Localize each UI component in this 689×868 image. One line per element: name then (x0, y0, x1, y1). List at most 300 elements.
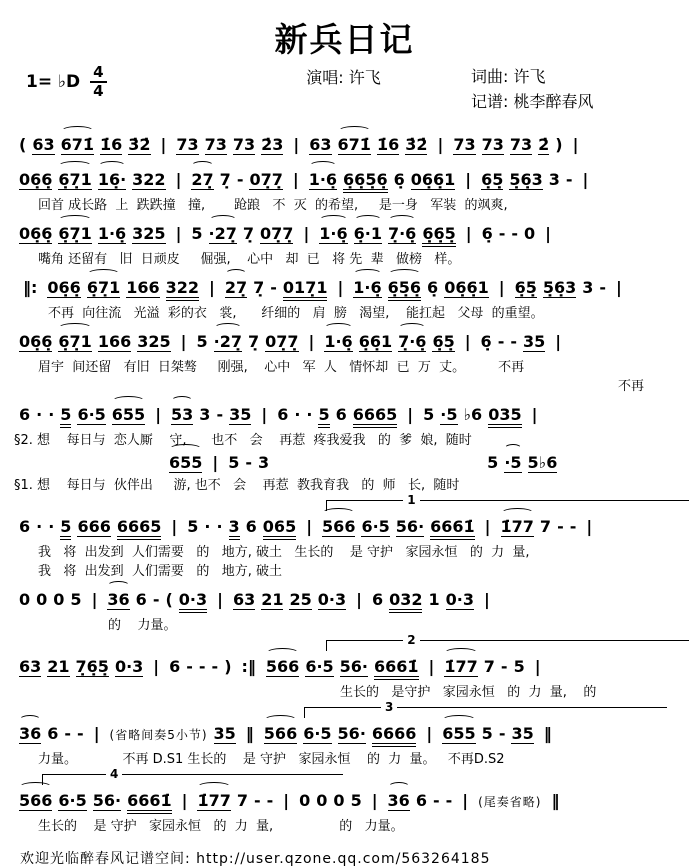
note-text: 6̣6̣5̣ (422, 223, 456, 243)
note-text: | (283, 790, 290, 810)
note-token (191, 224, 202, 243)
note-token (277, 405, 288, 424)
note-token (427, 278, 438, 297)
note-text: 06̣6̣ (47, 277, 81, 297)
note-text: 6 (335, 404, 347, 424)
lyric-line: 生长的 是 守护 家园永恒 的 力 量, 的 力量。 (38, 818, 404, 834)
notes-line (8, 164, 681, 196)
note-text: 6̣ (427, 277, 439, 297)
slur-arc (171, 396, 193, 406)
note-token (511, 224, 518, 243)
volta-number: 1 (403, 493, 419, 508)
note-text: 3 (228, 516, 240, 536)
note-text: 5 (191, 223, 203, 243)
note-text: 5♭6 (527, 452, 558, 472)
note-text: | (209, 277, 215, 297)
note-token (110, 726, 208, 745)
note-text: 3̇2̇ (405, 134, 428, 154)
note-text: - (198, 656, 206, 676)
note-text: 1̇6 (99, 134, 123, 154)
note-token (263, 517, 296, 540)
note-text: 0 (316, 790, 328, 810)
note-text: 6̣7̣1 (86, 277, 121, 297)
note-token (464, 405, 483, 424)
note-token (322, 517, 355, 537)
note-token (199, 657, 206, 676)
note-token (509, 170, 542, 190)
note-token (428, 590, 439, 609)
note-text: - (510, 331, 517, 351)
credits-block (471, 65, 681, 115)
note-token (220, 170, 231, 189)
slur-arc (19, 715, 41, 725)
note-text: 666 (77, 516, 111, 536)
slur-arc (319, 215, 347, 225)
note-token (510, 332, 517, 351)
note-token (64, 724, 71, 743)
note-text: 6·5 (303, 723, 332, 743)
barline (532, 405, 538, 424)
slur-arc (169, 444, 202, 454)
note-token (100, 135, 122, 155)
volta-row (8, 632, 681, 651)
barline (246, 724, 254, 743)
barline (499, 278, 505, 297)
note-text: | (437, 134, 444, 154)
note-text: 0 (53, 589, 65, 609)
note-text: | (356, 589, 362, 609)
note-text: | (180, 331, 187, 351)
note-token (283, 278, 328, 301)
note-token (453, 135, 475, 155)
note-text: | (93, 723, 100, 743)
notes-line (8, 511, 681, 543)
note-token (498, 332, 505, 351)
note-token (488, 405, 521, 428)
note-text: 1·6̣ (97, 223, 127, 243)
slur-arc (209, 215, 237, 225)
note-text: 322 (165, 277, 200, 297)
slur-arc (264, 715, 297, 725)
note-text: 1·6̣ (324, 331, 353, 351)
note-text: 7 (236, 790, 249, 810)
note-token (482, 724, 493, 743)
note-text: 6̣6̣5̣6̣ (343, 169, 388, 189)
note-text: | (545, 223, 551, 243)
note-text: ·27̣ (208, 223, 237, 243)
note-token (484, 657, 495, 676)
note-token (76, 657, 109, 677)
note-text: 6 (135, 589, 147, 609)
note-token (478, 793, 541, 812)
lyric-line: 我 将 出发到 人们需要 的 地方, 破土 生长的 是 守护 家园永恒 的 力 量, (38, 544, 530, 560)
note-text: | (426, 723, 433, 743)
slur-arc (214, 323, 242, 333)
note-token (77, 405, 105, 425)
time-top: 4 (90, 65, 106, 83)
barline (94, 724, 100, 743)
note-text: - (557, 516, 564, 536)
note-text: 0·3 (445, 589, 474, 609)
volta-number: 3 (381, 700, 397, 715)
volta-row (8, 699, 681, 718)
note-text: ‖: (23, 277, 38, 297)
note-token (499, 224, 506, 243)
note-text: 63 (232, 589, 256, 609)
note-text: 06̣6̣ (19, 331, 53, 351)
music-system (8, 218, 681, 269)
note-text: 5 (481, 723, 493, 743)
note-text: ) (224, 656, 232, 676)
note-token (309, 135, 331, 155)
slur-arc (353, 269, 381, 279)
note-text: ·27̣ (213, 331, 242, 351)
note-text: 56· (337, 723, 366, 743)
note-text: 6·5 (361, 516, 390, 536)
note-text: 3 (548, 169, 560, 189)
note-text: 1̇77 (500, 516, 534, 536)
note-token (225, 278, 247, 298)
note-token (261, 135, 283, 155)
note-text: 035 (488, 404, 522, 424)
note-token (196, 332, 207, 351)
note-text: 56· (339, 656, 368, 676)
note-text: 655 (442, 723, 476, 743)
note-token (209, 224, 237, 244)
note-token (411, 170, 456, 190)
note-token (36, 405, 42, 424)
time-signature (90, 65, 106, 99)
note-token (229, 405, 251, 425)
barline (551, 791, 559, 810)
note-text: ( (19, 134, 27, 154)
note-text: - (498, 223, 506, 243)
note-text: - (270, 277, 277, 297)
note-text: 7̣ (247, 331, 260, 351)
barline (181, 332, 187, 351)
note-text: 6·5 (58, 790, 87, 810)
note-text: 35 (213, 723, 236, 743)
note-text: - (236, 169, 244, 189)
barline (372, 791, 378, 810)
note-text: 566 (19, 790, 53, 810)
note-token (245, 453, 252, 472)
note-text: - (432, 790, 440, 810)
note-text: 6̣6̣1 (358, 331, 393, 351)
note-token (126, 278, 159, 298)
note-text: 322 (132, 169, 166, 189)
note-text: 6·5 (77, 404, 106, 424)
note-token (36, 517, 42, 536)
music-system (8, 632, 681, 702)
note-text: 36 (387, 790, 410, 810)
note-token (169, 657, 180, 676)
note-text: | (293, 134, 300, 154)
note-token (557, 517, 564, 536)
note-text: | (498, 277, 505, 297)
note-text: 5 (350, 790, 362, 810)
note-token (19, 224, 52, 244)
barline (212, 453, 218, 472)
note-text: | (586, 516, 593, 536)
note-text: 73 (232, 134, 256, 154)
note-token (60, 517, 71, 540)
note-token (359, 332, 392, 352)
note-text: 6̣7̣1 (58, 223, 92, 243)
note-token (214, 332, 242, 352)
note-token (432, 332, 454, 352)
note-text: · (48, 516, 55, 536)
slur-arc (266, 648, 299, 658)
slur-arc (354, 215, 382, 225)
note-text: (省略间奏5小节) (109, 727, 208, 742)
note-text: | (572, 134, 579, 154)
note-token (528, 453, 558, 473)
slur-arc (324, 323, 352, 333)
note-text: 06̣6̣1 (410, 169, 456, 189)
note-text: 35 (522, 331, 546, 351)
note-text: 73 (204, 134, 227, 154)
slur-arc (191, 161, 213, 171)
note-text: 6 (19, 516, 31, 536)
note-text: 1·6̣ (319, 223, 348, 243)
note-text: 7 (483, 656, 495, 676)
note-token (19, 590, 30, 609)
barline (426, 724, 432, 743)
note-text: | (534, 656, 541, 676)
note-token (501, 657, 508, 676)
slur-arc (87, 269, 120, 279)
note-token (136, 590, 147, 609)
music-system (8, 272, 681, 323)
note-token (423, 405, 434, 424)
note-text: ‖ (543, 723, 552, 743)
note-text: · (294, 404, 301, 424)
note-text: 5 (196, 331, 208, 351)
note-text: 166 (97, 331, 132, 351)
note-token (289, 590, 311, 610)
barline (155, 405, 161, 424)
note-token (47, 657, 69, 677)
note-text: | (261, 404, 268, 424)
notation-credit: 记谱: 桃李醉春风 (471, 91, 594, 111)
key-signature (8, 65, 216, 99)
note-text: 0 (36, 589, 48, 609)
note-token (515, 278, 537, 298)
volta-row (8, 766, 681, 785)
barline (616, 278, 622, 297)
slur-arc (61, 126, 94, 136)
note-text: 7 (539, 516, 552, 536)
note-token (216, 405, 223, 424)
lyric-line: 力量。 不再 D.S1 生长的 是 守护 家园永恒 的 力 量。 不再D.S2 (38, 751, 505, 767)
note-token (199, 405, 210, 424)
note-token (107, 590, 129, 610)
note-text: 7̣·6̣ (398, 331, 427, 351)
note-text: - (511, 223, 518, 243)
note-token (224, 657, 231, 676)
note-text: | (292, 169, 299, 189)
note-token (389, 590, 422, 613)
note-text: 6̣7̣1 (58, 331, 92, 351)
note-token (405, 135, 427, 155)
note-text: 065 (262, 516, 297, 536)
note-text: - (445, 790, 453, 810)
note-text: ·5 (440, 404, 458, 424)
lyric-line: 的 力量。 (108, 617, 177, 633)
note-token (32, 135, 54, 155)
note-text: · (36, 404, 43, 424)
note-token (19, 135, 26, 154)
barline (484, 590, 490, 609)
note-text: 017̣1 (282, 277, 328, 297)
note-text: | (407, 404, 414, 424)
music-system (8, 584, 681, 635)
note-token (228, 453, 239, 472)
note-token (237, 170, 244, 189)
note-token (566, 170, 573, 189)
music-system (8, 326, 681, 396)
note-token (47, 278, 80, 298)
note-token (19, 332, 52, 352)
note-token (354, 224, 382, 244)
note-text: 671̇ (60, 134, 94, 154)
note-token (249, 170, 282, 190)
note-token (444, 657, 477, 677)
score-body (8, 129, 681, 836)
note-token (19, 170, 52, 190)
note-text: 6̣5̣ (514, 277, 537, 297)
note-text: 6 (245, 516, 257, 536)
note-token (112, 405, 145, 425)
note-token (53, 590, 64, 609)
note-text: 7̣·6̣ (387, 223, 417, 243)
slur-arc (444, 648, 477, 658)
note-token (338, 724, 366, 744)
note-spacer (272, 467, 484, 468)
slur-arc (309, 161, 337, 171)
note-token (487, 453, 498, 472)
note-token (306, 405, 312, 424)
barline (555, 332, 561, 351)
note-token (422, 224, 455, 247)
note-text: 6666 (371, 723, 417, 743)
note-token (388, 278, 421, 301)
note-text: 6̣7̣1 (58, 169, 92, 189)
music-system (8, 766, 681, 836)
note-token (127, 791, 172, 814)
note-text: 6̣·1 (353, 223, 382, 243)
note-text: 21 (261, 589, 284, 609)
slur-arc (388, 269, 421, 279)
note-text: ‖ (245, 723, 254, 743)
note-text: 1̇77 (197, 790, 231, 810)
note-token (179, 590, 207, 613)
note-text: | (171, 516, 178, 536)
note-token (309, 170, 337, 190)
note-token (19, 657, 41, 677)
note-token (396, 517, 424, 537)
note-text: 7̣ (253, 277, 265, 297)
note-text: | (160, 134, 167, 154)
barline (176, 224, 182, 243)
note-token (294, 405, 300, 424)
note-text: 5 (513, 656, 525, 676)
note-text: · (216, 516, 223, 536)
note-text: 0·3 (114, 656, 144, 676)
note-text: 0·3 (317, 589, 347, 609)
note-text: | (303, 223, 310, 243)
note-text: 63 (309, 134, 332, 154)
note-text: 06̣6̣1 (444, 277, 489, 297)
note-token (319, 224, 347, 244)
note-token (205, 135, 227, 155)
lyric-line: 嘴角 还留有 旧 日顽皮 倔强, 心中 却 已 将 先 辈 做榜 样。 (38, 251, 461, 267)
note-token (233, 590, 255, 610)
barline (429, 657, 435, 676)
note-text: 6̣5̣6̣ (387, 277, 422, 297)
barline (466, 224, 472, 243)
note-text: 2̇3 (261, 134, 284, 154)
note-token (514, 657, 525, 676)
note-text: 166 (126, 277, 160, 297)
note-token (36, 590, 47, 609)
note-text: 6·5 (305, 656, 334, 676)
note-token (98, 224, 126, 244)
barline (573, 135, 579, 154)
note-token (582, 278, 593, 297)
note-text: 655 (169, 452, 203, 472)
note-token (353, 278, 381, 298)
note-token (372, 724, 417, 747)
note-text: | (616, 277, 622, 297)
note-token (93, 791, 121, 811)
note-token (254, 791, 261, 810)
barline (293, 170, 299, 189)
note-text: | (175, 169, 182, 189)
music-system (8, 699, 681, 769)
note-token (446, 590, 474, 610)
note-text: 63 (32, 134, 55, 154)
barline (309, 332, 315, 351)
note-text: 21 (47, 656, 70, 676)
note-token (197, 791, 230, 811)
notes-line (8, 584, 681, 616)
note-token (351, 791, 362, 810)
note-token (555, 135, 562, 154)
note-token (265, 332, 298, 352)
note-text: ♭6 (463, 404, 483, 424)
note-text: 3 (258, 452, 270, 472)
note-text: 16̣· (97, 169, 127, 189)
note-token (58, 791, 86, 811)
note-token (543, 278, 576, 298)
note-text: :‖ (241, 656, 256, 676)
note-text: | (484, 516, 491, 536)
note-text: 1̇6 (376, 134, 400, 154)
barline (465, 332, 471, 351)
note-text: 56· (92, 790, 122, 810)
note-text: | (153, 656, 160, 676)
barline (23, 278, 37, 297)
note-text: ) (555, 134, 563, 154)
barline (465, 170, 471, 189)
barline (261, 405, 267, 424)
key-label: 1= ♭D (26, 72, 81, 92)
music-system (8, 399, 681, 495)
note-text: | (337, 277, 344, 297)
note-text: (尾奏省略) (478, 794, 542, 809)
